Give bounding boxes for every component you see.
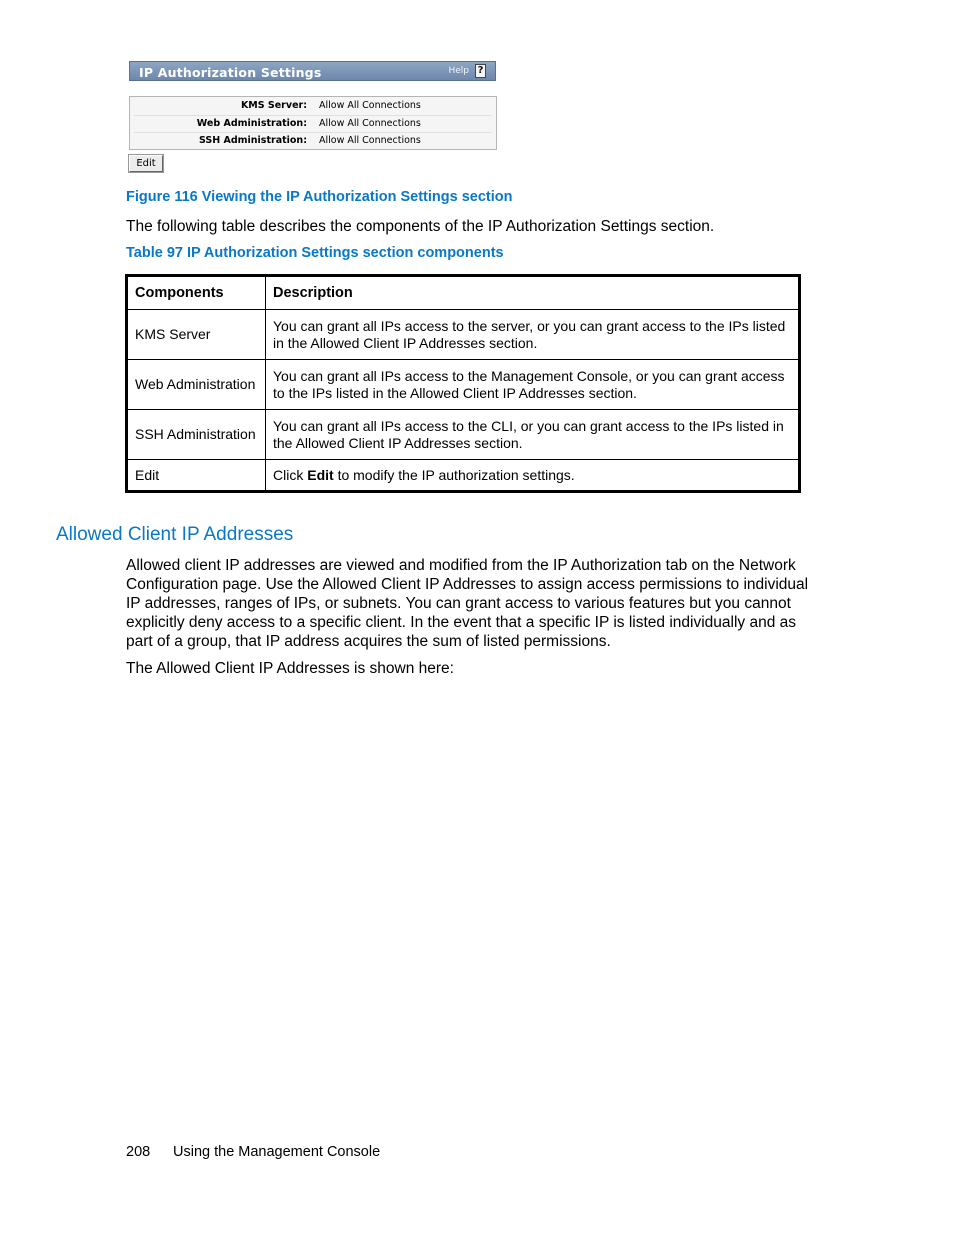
figure-caption: Figure 116 Viewing the IP Authorization Settings section [126, 189, 513, 205]
settings-row-label: SSH Administration: [198, 135, 307, 146]
paragraph-line: explicitly deny access to a specific client. In the event that a specific IP is listed individually and as [126, 614, 797, 631]
settings-list [129, 96, 497, 150]
ip-authorization-panel-header [129, 61, 496, 81]
column-header: Description [266, 276, 800, 310]
description-cell: You can grant all IPs access to the server, or you can grant access to the IPs listed in the Allowed Client IP Addresses section. [266, 310, 800, 360]
intro-text: The following table describes the components of the IP Authorization Settings section. [126, 218, 715, 235]
description-text: to modify the IP authorization settings. [333, 466, 575, 483]
edit-button[interactable]: Edit [129, 155, 163, 172]
section-heading: Allowed Client IP Addresses [56, 524, 294, 545]
table-caption: Table 97 IP Authorization Settings section components [126, 245, 504, 261]
description-emphasis: Edit [307, 466, 334, 483]
paragraph-line: IP addresses, ranges of IPs, or subnets. You can grant access to various features but you cannot [126, 595, 791, 612]
settings-row-value: Allow All Connections [319, 100, 421, 111]
table-row [127, 310, 800, 360]
description-cell [266, 460, 800, 492]
description-text: Click [273, 466, 308, 483]
component-cell: Web Administration [127, 360, 266, 410]
footer-chapter: Using the Management Console [173, 1144, 381, 1160]
settings-row-kms [134, 98, 492, 115]
paragraph-line: Allowed client IP addresses are viewed and modified from the IP Authorization tab on the Network [126, 557, 796, 574]
settings-row-value: Allow All Connections [319, 118, 421, 129]
page-number: 208 [126, 1144, 151, 1160]
panel-title: IP Authorization Settings [139, 65, 322, 80]
settings-row-web [134, 115, 492, 133]
component-cell: Edit [127, 460, 266, 492]
table-header-row [127, 276, 800, 310]
help-link[interactable]: Help [448, 66, 469, 76]
shown-here-text: The Allowed Client IP Addresses is shown here: [126, 660, 454, 677]
component-cell: SSH Administration [127, 410, 266, 460]
paragraph-line: part of a group, that IP address acquires the sum of listed permissions. [126, 633, 611, 650]
section-paragraph [126, 556, 808, 651]
help-icon[interactable]: ? [475, 64, 486, 78]
settings-row-label: KMS Server: [240, 100, 307, 111]
description-cell: You can grant all IPs access to the Management Console, or you can grant access to the IPs listed in the Allowed Client IP Addresses section. [266, 360, 800, 410]
column-header: Components [127, 276, 266, 310]
description-cell: You can grant all IPs access to the CLI, or you can grant access to the IPs listed in the Allowed Client IP Addresses section. [266, 410, 800, 460]
paragraph-line: Configuration page. Use the Allowed Client IP Addresses to assign access permissions to individual [126, 576, 809, 593]
settings-row-value: Allow All Connections [319, 135, 421, 146]
table-row [127, 410, 800, 460]
components-table [125, 274, 801, 493]
settings-row-label: Web Administration: [196, 118, 307, 129]
settings-row-ssh [134, 132, 492, 150]
component-cell: KMS Server [127, 310, 266, 360]
table-row [127, 360, 800, 410]
table-row [127, 460, 800, 492]
